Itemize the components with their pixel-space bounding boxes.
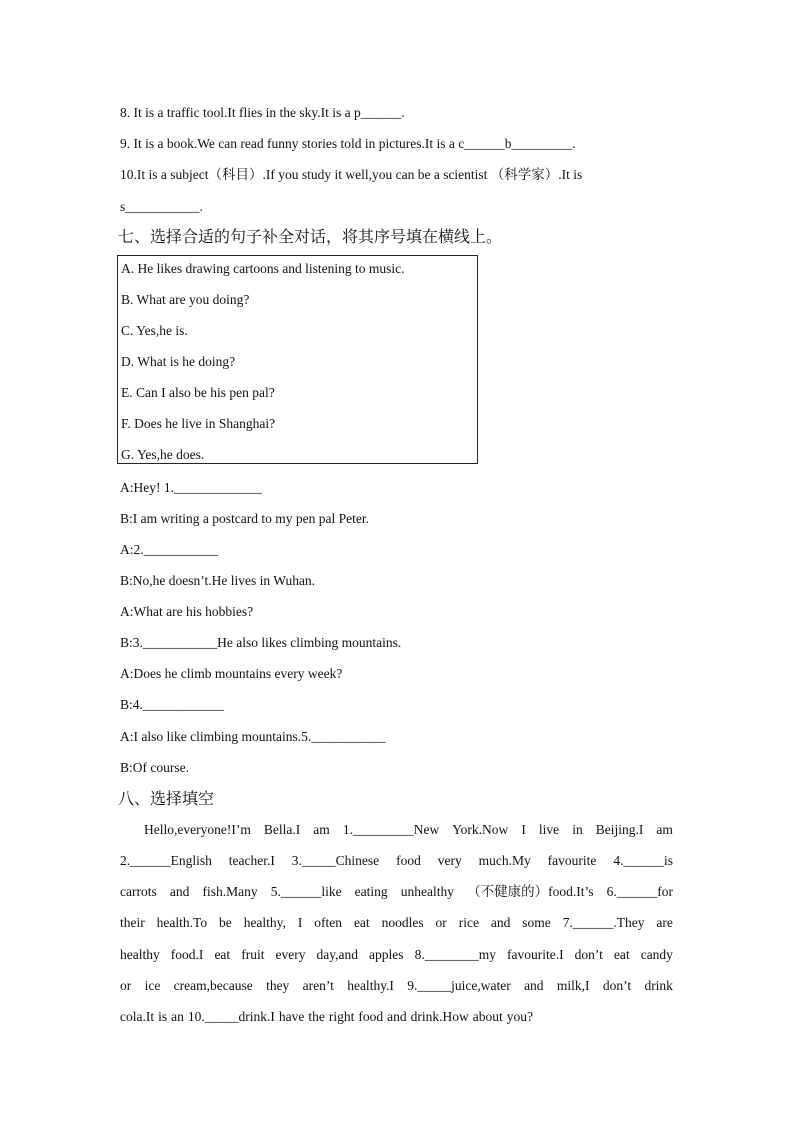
passage-word: I [521, 822, 526, 837]
passage-line [144, 821, 673, 839]
passage-word: day,and [316, 947, 358, 962]
passage-word: or [435, 915, 447, 930]
passage-word: ice [144, 978, 161, 993]
passage-word: 8.________my [414, 947, 496, 962]
passage-word: healthy [120, 947, 160, 962]
passage-word: fish.Many [202, 884, 258, 899]
passage-word: and [169, 884, 190, 899]
passage-line [120, 1008, 673, 1026]
passage-word: food.I [170, 947, 204, 962]
option-a: A. He likes drawing cartoons and listening to music. [121, 261, 405, 276]
passage-word: every [275, 947, 306, 962]
options-box [117, 255, 478, 464]
option-b: B. What are you doing? [121, 292, 250, 307]
passage-word: healthy, [243, 915, 286, 930]
passage-word: don’t [574, 947, 603, 962]
passage-word: aren’t [302, 978, 334, 993]
passage-word: 4.______is [613, 853, 673, 868]
option-e: E. Can I also be his pen pal? [121, 385, 275, 400]
passage-word: about [472, 1009, 503, 1024]
passage-word: health.To [156, 915, 208, 930]
passage-word: apples [369, 947, 404, 962]
passage-line [120, 946, 673, 964]
passage-word: favourite.I [506, 947, 564, 962]
passage-word: （不健康的）food.It’s [467, 884, 594, 899]
dialogue-line-1: A:Hey! 1._____________ [120, 480, 262, 495]
passage-word: right [328, 1009, 355, 1024]
passage-word: 5.______like [270, 884, 342, 899]
passage-word: the [308, 1009, 325, 1024]
passage-word: eating [354, 884, 388, 899]
passage-word: 10._____drink.I [187, 1009, 275, 1024]
passage-word: am [656, 822, 673, 837]
passage-line [120, 977, 673, 995]
passage-word: eat [613, 947, 630, 962]
passage-word: you? [506, 1009, 533, 1024]
dialogue-line-4: B:No,he doesn’t.He lives in Wuhan. [120, 573, 316, 588]
passage-word: and [387, 1009, 407, 1024]
passage-word: are [656, 915, 673, 930]
passage-word: drink [644, 978, 673, 993]
passage-word: very [437, 853, 462, 868]
passage-word: 7.______.They [562, 915, 645, 930]
passage-word: healthy.I [347, 978, 394, 993]
dialogue-line-9: A:I also like climbing mountains.5.___________ [120, 729, 386, 744]
option-c: C. Yes,he is. [121, 323, 188, 338]
definition-line-9: 9. It is a book.We can read funny stories told in pictures.It is a c______b_________. [120, 136, 576, 151]
passage-word: live [538, 822, 560, 837]
passage-line [120, 852, 673, 870]
passage-word: and [524, 978, 544, 993]
passage-word: some [522, 915, 551, 930]
passage-word: cola.It [120, 1009, 155, 1024]
passage-word: they [266, 978, 290, 993]
passage-word: favourite [547, 853, 597, 868]
passage-word: Bella.I [263, 822, 301, 837]
passage-word: 1._________New [342, 822, 440, 837]
option-d: D. What is he doing? [121, 354, 236, 369]
passage-word: candy [640, 947, 673, 962]
passage-word: in [572, 822, 583, 837]
passage-word: rice [458, 915, 479, 930]
dialogue-line-10: B:Of course. [120, 760, 189, 775]
dialogue-line-3: A:2.___________ [120, 542, 218, 557]
dialogue-line-7: A:Does he climb mountains every week? [120, 666, 343, 681]
passage-word: their [120, 915, 145, 930]
passage-word: teacher.I [228, 853, 275, 868]
passage-line [120, 914, 673, 932]
passage-word: 6.______for [606, 884, 673, 899]
option-g: G. Yes,he does. [121, 447, 205, 462]
passage-word: unhealthy [400, 884, 455, 899]
passage-word: carrots [120, 884, 157, 899]
passage-word: 2.______English [120, 853, 212, 868]
passage-word: Hello,everyone!I’m [144, 822, 251, 837]
passage-word: noodles [381, 915, 424, 930]
passage-word: fruit [241, 947, 265, 962]
passage-word: cream,because [173, 978, 253, 993]
definition-line-8: 8. It is a traffic tool.It flies in the sky.It is a p______. [120, 105, 405, 120]
passage-line [120, 883, 673, 901]
passage-word: I [297, 915, 303, 930]
passage-word: am [313, 822, 330, 837]
definition-line-10-cont: s___________. [120, 199, 203, 214]
option-f: F. Does he live in Shanghai? [121, 416, 276, 431]
dialogue-line-2: B:I am writing a postcard to my pen pal Peter. [120, 511, 369, 526]
passage-word: 9._____juice,water [407, 978, 511, 993]
passage-word: be [219, 915, 232, 930]
passage-word: have [278, 1009, 305, 1024]
passage-word: and [490, 915, 511, 930]
dialogue-line-5: A:What are his hobbies? [120, 604, 254, 619]
dialogue-line-8: B:4.____________ [120, 697, 224, 712]
passage-word: food [358, 1009, 384, 1024]
passage-word: often [314, 915, 343, 930]
section-7-heading: 七、选择合适的句子补全对话，将其序号填在横线上。 [118, 227, 503, 246]
passage-word: milk,I [556, 978, 590, 993]
passage-word: don’t [602, 978, 632, 993]
passage-word: drink.How [410, 1009, 469, 1024]
passage-word: eat [353, 915, 370, 930]
passage-word: an [171, 1009, 184, 1024]
definition-line-10: 10.It is a subject（科目）.If you study it well,you can be a scientist （科学家）.It is [120, 167, 583, 182]
passage-word: food [396, 853, 421, 868]
passage-word: is [158, 1009, 168, 1024]
passage-word: Beijing.I [595, 822, 644, 837]
passage-word: or [120, 978, 132, 993]
passage-word: York.Now [452, 822, 509, 837]
passage-word: eat [214, 947, 231, 962]
passage-word: 3._____Chinese [291, 853, 380, 868]
dialogue-line-6: B:3.___________He also likes climbing mountains. [120, 635, 402, 650]
passage-word: much.My [478, 853, 531, 868]
section-8-heading: 八、选择填空 [118, 789, 215, 808]
